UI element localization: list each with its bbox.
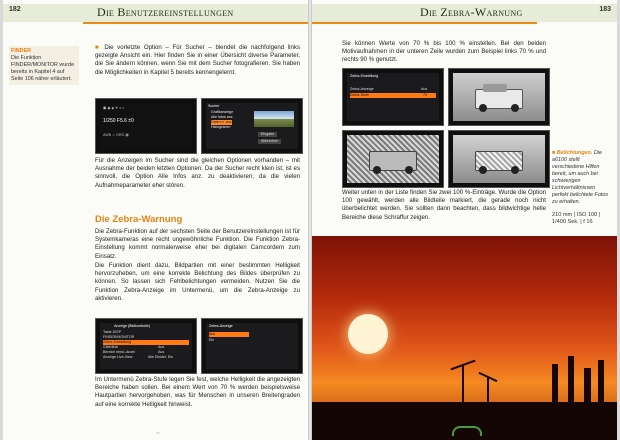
zebra-settings-row-value: Aus [421,87,428,91]
right-page-number: 183 [599,6,611,13]
display-menu-item[interactable]: Taste DISP [103,330,121,334]
sucher-item[interactable]: Histogramm [211,125,231,129]
car-roof [483,84,507,92]
sucher-item-selected[interactable]: Daten n. anz. [211,120,233,124]
left-page [3,0,308,440]
right-bottom-text: Weiter unten in der Liste finden Sie zwei 100 %-Einträge. Wurde die Option 100 gewählt, werden alle Bildteile markiert, die gerade noch nicht überbelichtet werden. Sie sollten dann beachten, dass bildwichtige helle Bereiche diese Schraffur zeigen. [342,189,546,221]
sucher-cancel-button[interactable]: Abbrechen [258,139,281,144]
zebra-submenu-title: Zebra-Anzeige [209,324,233,328]
car-photo-top-area [453,73,545,121]
exif-info: 210 mm | ISO 100 | 1/400 Sek. | f 16 [552,212,601,225]
info-screen-row-2: AWB ☼ DRO ▦ [103,133,129,137]
car-wheel [373,166,381,174]
chimney [568,356,574,404]
car-wheel [479,166,487,174]
display-menu-value: Aus [158,345,165,349]
left-header-title: Die Benutzereinstellungen [97,5,234,19]
bullet-icon: ■ [95,44,105,51]
finder-sidebar-text: Die Funktion FINDER/MONITOR wurde bereits in Kapitel 4 auf Seite 106 näher erläutert. [11,55,75,82]
finder-sidebar-label: FINDER [11,48,32,54]
sucher-enter-button[interactable]: Eingabe [258,132,277,137]
info-screen-area [100,103,192,149]
display-menu-value: Alle Einstel. Ein [148,355,173,359]
chimney [598,360,604,404]
display-menu-item[interactable]: FINDER/MONITOR [103,335,135,339]
chimney [552,364,558,404]
car-wheel [511,104,519,112]
sunset-photo [312,236,617,440]
caption-label: Belichtungen. [556,150,593,156]
sucher-preview-image [254,111,294,127]
section-heading-zebra: Die Zebra-Warnung [95,214,183,225]
zebra-submenu-item[interactable]: Ein [209,338,215,342]
zebra-settings-screen [342,68,444,126]
caption-square-icon: ■ [552,150,557,156]
sucher-screen-area [206,103,298,149]
car-wheel [511,166,519,174]
zebra-settings-row-value: 70 [423,93,427,97]
right-header [312,4,617,22]
sucher-menu-screen [201,98,303,154]
display-menu-area [100,323,192,369]
zebra-submenu-screen [201,318,303,374]
caption-text: Die a6100 stellt verschiedene Hilfen bereit, um auch bei schwierigen Lichtverhältnissen perfekt belichtete Fotos zu erhalten. [552,150,609,205]
finder-sidebar [9,46,79,85]
zebra-photo-90-area [453,135,545,183]
car-wheel [405,166,413,174]
zebra-settings-row-label[interactable]: Zebra-Anzeige [350,87,374,91]
zebra-paragraph-1: Die Zebra-Funktion auf der sechsten Seite der Benutzereinstellungen ist für Systemkameras eine recht ungewöhnliche Funktion. Die Funktion Zebra-Einstellung kommt normalerweise eher bei digitalen Camcordern zum Einsatz. [95,228,300,260]
display-menu-item[interactable]: Anzeige Live-View [103,355,133,359]
camera-info-screen [95,98,197,154]
sun [348,314,388,354]
zebra-photo-90 [448,130,550,188]
zebra-settings-area [347,73,439,121]
info-screen-row: ▣ ◉ ◈ ✦ ⌖ ◐ [103,106,125,110]
footer-logo-icon [452,426,482,436]
zebra-submenu-area [206,323,298,369]
right-header-rule [312,22,537,24]
sucher-item[interactable]: Grafikanzeige [211,110,234,114]
display-menu-item-selected[interactable]: Zebra-Einstellung [103,340,189,345]
para-after-shots: Für die Anzeigen im Sucher sind die gleichen Optionen vorhanden – mit Ausnahme der beiden letzten Optionen. Da der Sucher recht klein ist, ist es sinnvoll, die Option Alle Infos anz. zu deaktivieren, da die vielen Aufnahmeparameter eher stören. [95,157,300,189]
zebra-photo-70 [342,130,444,188]
car-photo-top [448,68,550,126]
chimney [584,368,591,404]
info-screen-values: 1/250 F5.6 ±0 [103,118,134,124]
intro-text [95,44,300,77]
intro-paragraph: Die vorletzte Option – Für Sucher – blendet die nachfolgend links gezeigte Ansicht ein. Hier finden Sie in einer Übersicht diverse Parameter, die Sie ändern können, wenn Sie mit dem Sucher fotografieren. Sie haben die Möglichkeiten in Kapitel 5 bereits kennengelernt. [95,44,300,76]
left-header-rule [83,22,308,24]
right-header-title: Die Zebra-Warnung [420,5,523,19]
zebra-photo-70-area [347,135,439,183]
wind-turbine-mast [462,366,464,404]
left-header [3,4,308,22]
display-menu-screen [95,318,197,374]
zebra-settings-title: Zebra-Einstellung [350,74,379,78]
display-menu-item[interactable]: Gitterlinie [103,345,119,349]
zebra-submenu-item-selected[interactable]: Aus [209,332,249,337]
right-top-text: Sie können Werte von 70 % bis 100 % einstellen. Bei den beiden Motivaufnahmen in der unteren Zeile wurden zum Beispiel links 70 % und rechts 90 % genutzt. [342,40,546,64]
sucher-menu-title: Sucher [208,104,220,108]
left-footer-logo: ◠ [156,431,160,436]
zebra-paragraph-3: Im Untermenü Zebra-Stufe legen Sie fest, welche Helligkeit die angezeigten Bereiche haben sollen. Bei einem Wert von 70 % werden beispielsweise Hautpartien hervorgehoben, was für Menschen in unseren Breitengraden auf eine korrekte Helligkeit hinweist. [95,376,300,408]
right-page [312,0,617,440]
display-menu-item[interactable]: Bereich einst.-Anzei [103,350,135,354]
display-menu-value: Aus [158,350,165,354]
display-menu-title: Anzeige (Bildkontrolle) [114,324,150,328]
wind-turbine-mast [487,378,489,404]
zebra-paragraph-2: Die Funktion dient dazu, Bildpartien mit einer bestimmten Helligkeit hervorzuheben, um eine korrekte Belichtung des Bildes überprüfen zu können. So lassen sich Fehlbelichtungen vermeiden. Nutzen Sie die Funktion Zebra-Anzeige im Untermenü, um die Zebra-Anzeige zu aktivieren. [95,262,300,302]
car-wheel [479,104,487,112]
sucher-item[interactable]: Alle Infos anz. [211,115,234,119]
zebra-settings-row-label-selected[interactable]: Zebra-Stufe [350,93,436,98]
photo-caption [552,150,610,206]
left-page-number: 182 [9,6,21,13]
